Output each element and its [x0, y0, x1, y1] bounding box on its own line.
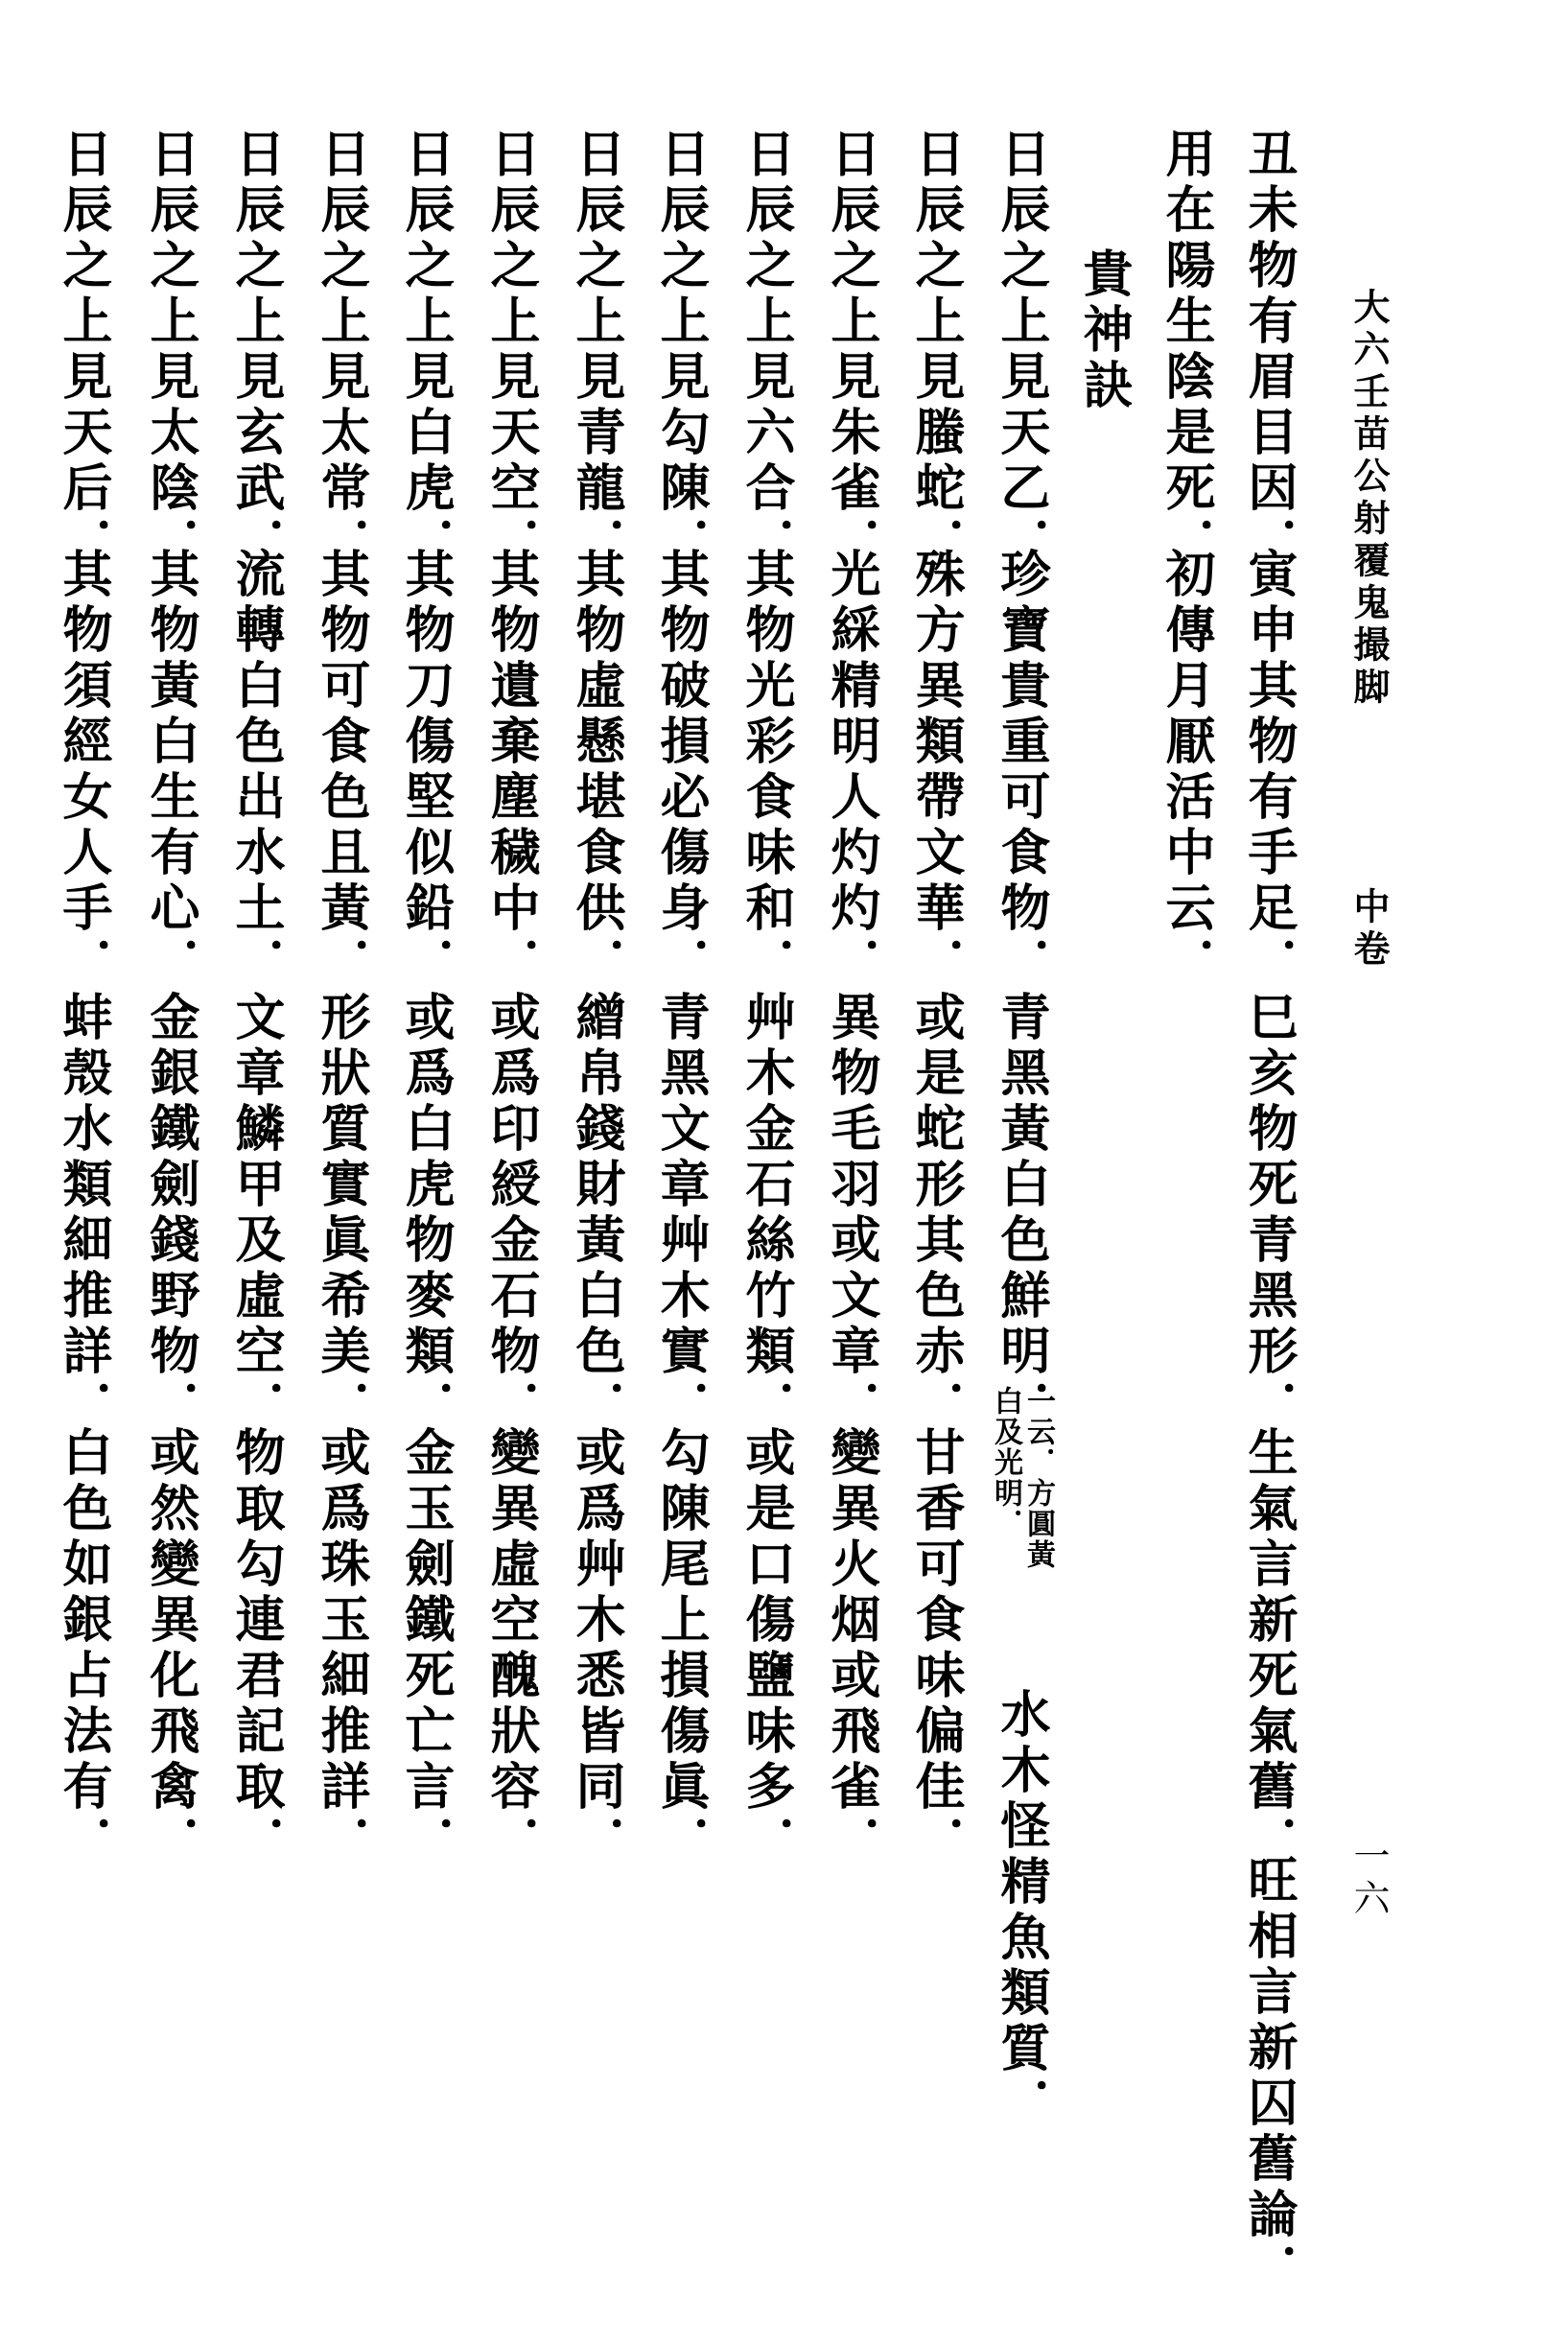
interlinear-note: 白及光明．	[989, 1386, 1022, 1539]
verse-phrase: 或是蛇形其色赤．	[906, 991, 965, 1436]
verse-phrase: 其物刀傷堅似鉛．	[396, 548, 455, 993]
text-column	[49, 0, 116, 2345]
verse-phrase: 變異火烟或飛雀．	[822, 1426, 880, 1871]
verse-phrase: 生氣言新死氣舊．	[1239, 1426, 1298, 1871]
verse-phrase: 日辰之上見青龍．	[567, 128, 625, 573]
verse-phrase: 其物光彩食味和．	[737, 548, 795, 993]
verse-phrase: 日辰之上見太常．	[312, 128, 370, 573]
verse-phrase: 流轉白色出水土．	[226, 548, 285, 993]
verse-phrase: 其物遺棄塵穢中．	[481, 548, 540, 993]
text-column	[1234, 0, 1301, 2345]
book-title: 大六壬苗公射覆鬼撮脚	[1347, 288, 1391, 710]
verse-phrase: 日辰之上見朱雀．	[822, 128, 880, 573]
text-column	[391, 0, 458, 2345]
verse-phrase: 光綵精明人灼灼．	[822, 548, 880, 993]
verse-phrase: 勾陳尾上損傷眞．	[651, 1426, 710, 1871]
verse-phrase: 日辰之上見勾陳．	[651, 128, 710, 573]
verse-phrase: 丑未物有眉目因．	[1239, 128, 1298, 573]
verse-phrase: 物取勾連君記取．	[226, 1426, 285, 1871]
section-heading: 貴神訣	[1074, 247, 1133, 414]
verse-phrase: 或爲白虎物麥類．	[396, 991, 455, 1436]
text-column	[477, 0, 544, 2345]
text-column	[817, 0, 884, 2345]
verse-phrase: 文章鱗甲及虛空．	[226, 991, 285, 1436]
verse-phrase: 初傳月厭活中云．	[1157, 548, 1215, 993]
page-number: 一六	[1347, 1837, 1390, 1921]
verse-phrase: 日辰之上見太陰．	[141, 128, 199, 573]
verse-phrase: 日辰之上見天后．	[54, 128, 112, 573]
text-column	[646, 0, 714, 2345]
verse-phrase: 艸木金石絲竹類．	[737, 991, 795, 1436]
section-heading-column	[1069, 0, 1136, 2345]
verse-phrase: 異物毛羽或文章．	[822, 991, 880, 1436]
verse-phrase: 金銀鐵劍錢野物．	[141, 991, 199, 1436]
text-column	[562, 0, 629, 2345]
verse-phrase: 或爲印綬金石物．	[481, 991, 540, 1436]
verse-phrase: 青黑文章艸木實．	[651, 991, 710, 1436]
verse-phrase: 或爲艸木悉皆同．	[567, 1426, 625, 1871]
verse-phrase: 青黑黃白色鮮明．	[992, 991, 1050, 1436]
verse-phrase: 珍寶貴重可食物．	[992, 548, 1050, 993]
verse-phrase: 或然變異化飛禽．	[141, 1426, 199, 1871]
interlinear-note: 一云．方圓黃	[1021, 1386, 1055, 1570]
verse-phrase: 旺相言新囚舊論．	[1239, 1854, 1298, 2299]
verse-phrase: 甘香可食味偏佳．	[906, 1426, 965, 1871]
verse-phrase: 日辰之上見螣蛇．	[906, 128, 965, 573]
verse-phrase: 金玉劍鐵死亡言．	[396, 1426, 455, 1871]
verse-phrase: 或爲珠玉細推詳．	[312, 1426, 370, 1871]
verse-phrase: 日辰之上見六合．	[737, 128, 795, 573]
verse-phrase: 其物黃白生有心．	[141, 548, 199, 993]
text-column	[1152, 0, 1219, 2345]
volume-label: 中卷	[1347, 887, 1391, 972]
verse-phrase: 其物可食色且黃．	[312, 548, 370, 993]
verse-phrase: 或是口傷鹽味多．	[737, 1426, 795, 1871]
verse-phrase: 白色如銀占法有．	[54, 1426, 112, 1871]
text-column	[987, 0, 1054, 2345]
text-column	[901, 0, 969, 2345]
verse-phrase: 其物破損必傷身．	[651, 548, 710, 993]
verse-phrase: 其物虛懸堪食供．	[567, 548, 625, 993]
verse-phrase: 其物須經女人手．	[54, 548, 112, 993]
text-column	[732, 0, 799, 2345]
text-column	[307, 0, 374, 2345]
verse-phrase: 日辰之上見天乙．	[992, 128, 1050, 573]
running-header	[1335, 0, 1402, 2345]
verse-phrase: 繒帛錢財黃白色．	[567, 991, 625, 1436]
verse-phrase: 用在陽生陰是死．	[1157, 128, 1215, 573]
verse-phrase: 水木怪精魚類質．	[992, 1688, 1050, 2133]
text-column	[136, 0, 203, 2345]
verse-phrase: 寅申其物有手足．	[1239, 548, 1298, 993]
verse-phrase: 日辰之上見天空．	[481, 128, 540, 573]
verse-phrase: 形狀質實眞希美．	[312, 991, 370, 1436]
verse-phrase: 殊方異類帶文華．	[906, 548, 965, 993]
verse-phrase: 蚌殼水類細推詳．	[54, 991, 112, 1436]
verse-phrase: 巳亥物死青黑形．	[1239, 991, 1298, 1436]
verse-phrase: 變異虛空醜狀容．	[481, 1426, 540, 1871]
verse-phrase: 日辰之上見白虎．	[396, 128, 455, 573]
verse-phrase: 日辰之上見玄武．	[226, 128, 285, 573]
text-column	[222, 0, 289, 2345]
